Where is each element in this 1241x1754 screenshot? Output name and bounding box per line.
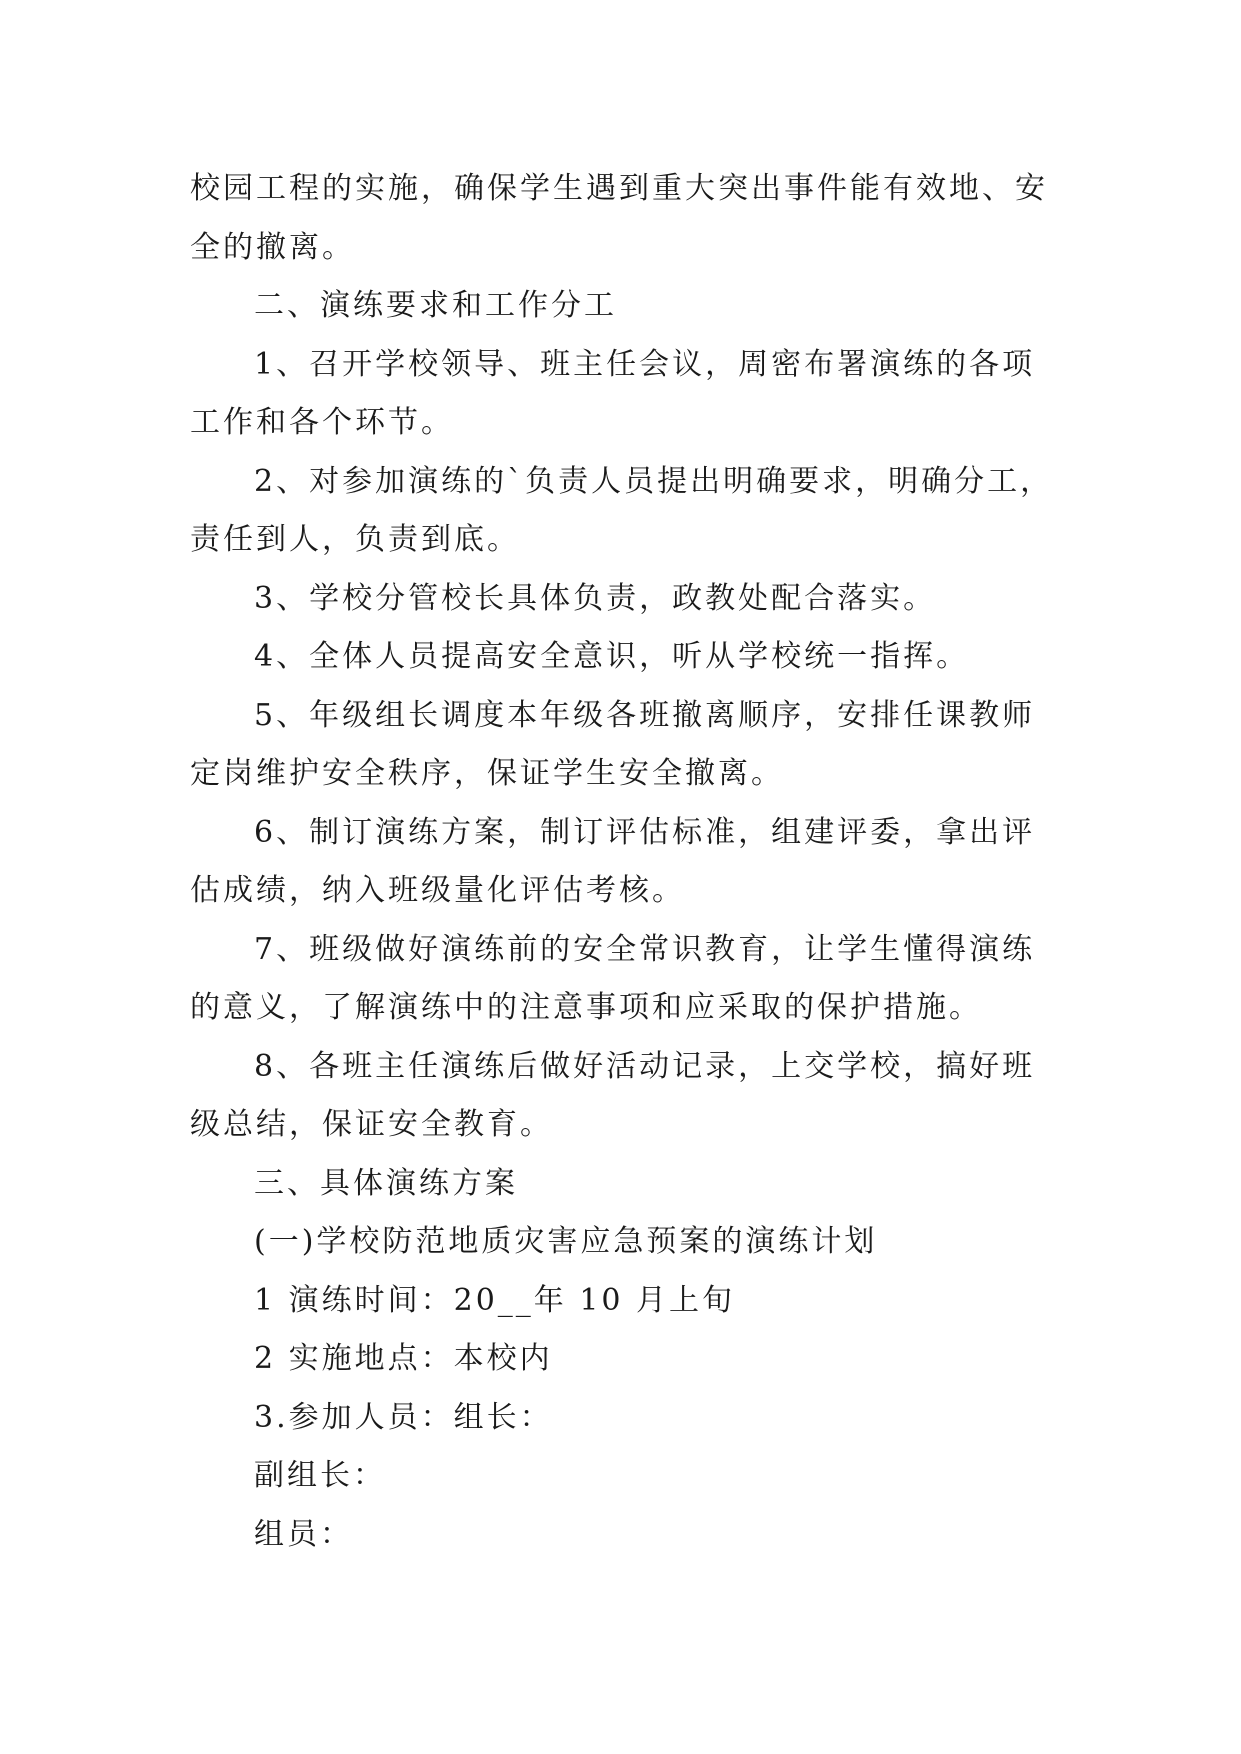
section-heading: 三、具体演练方案: [254, 1165, 518, 1201]
list-item-continuation: 定岗维护安全秩序，保证学生安全撤离。: [190, 756, 784, 791]
section-heading: 二、演练要求和工作分工: [254, 288, 617, 323]
plan-item: 1 演练时间：20__年 10 月上旬: [254, 1282, 736, 1318]
body-line: 全的撤离。: [190, 229, 355, 265]
list-item: 2、对参加演练的`负责人员提出明确要求，明确分工，: [254, 463, 1054, 499]
list-item: 3、学校分管校长具体负责，政教处配合落实。: [254, 580, 937, 616]
list-item-continuation: 的意义，了解演练中的注意事项和应采取的保护措施。: [190, 990, 982, 1025]
document-body: [190, 160, 1054, 1564]
plan-item: 2 实施地点：本校内: [254, 1341, 553, 1376]
list-item-continuation: 责任到人，负责到底。: [190, 522, 520, 557]
list-item: 8、各班主任演练后做好活动记录，上交学校，搞好班: [254, 1048, 1036, 1084]
list-item: 4、全体人员提高安全意识，听从学校统一指挥。: [254, 639, 970, 674]
list-item-continuation: 级总结，保证安全教育。: [190, 1107, 553, 1142]
list-item: 1、召开学校领导、班主任会议，周密布署演练的各项: [254, 346, 1036, 382]
plan-item: 组员：: [254, 1516, 353, 1552]
body-line: 校园工程的实施，确保学生遇到重大突出事件能有效地、安: [190, 171, 1048, 206]
list-item-continuation: 工作和各个环节。: [190, 405, 454, 440]
plan-item: 3.参加人员：组长：: [254, 1399, 553, 1435]
subsection-heading: (一)学校防范地质灾害应急预案的演练计划: [254, 1224, 878, 1259]
plan-item: 副组长：: [254, 1458, 386, 1493]
list-item: 6、制订演练方案，制订评估标准，组建评委，拿出评: [254, 814, 1036, 850]
list-item-continuation: 估成绩，纳入班级量化评估考核。: [190, 873, 685, 908]
list-item: 7、班级做好演练前的安全常识教育，让学生懂得演练: [254, 931, 1036, 967]
list-item: 5、年级组长调度本年级各班撤离顺序，安排任课教师: [254, 697, 1036, 733]
